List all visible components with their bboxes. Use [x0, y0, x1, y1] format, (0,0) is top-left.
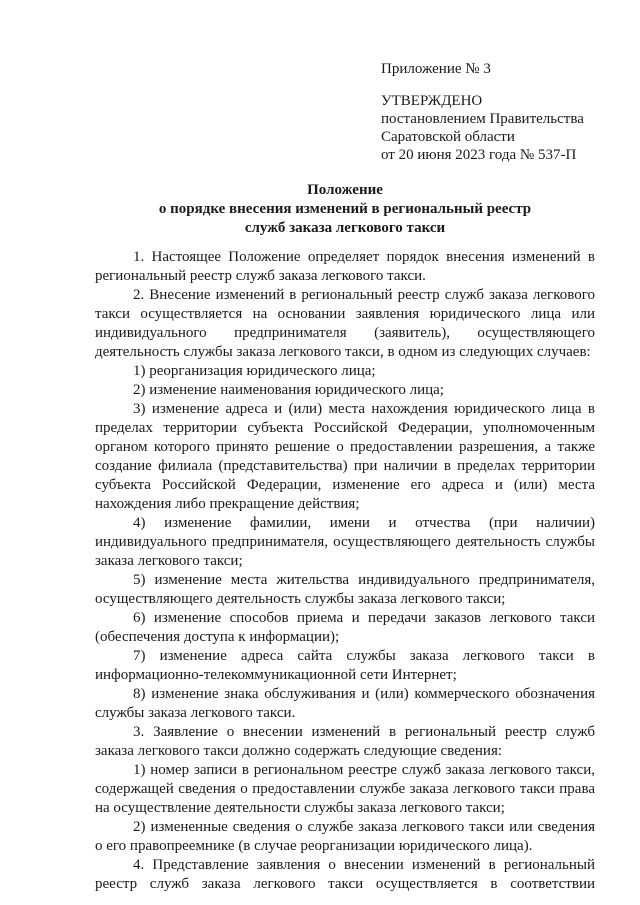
title-line: о порядке внесения изменений в региональный реестр — [158, 201, 532, 217]
paragraph: 4. Представление заявления о внесении изменений в региональный реестр служб заказа легкового такси осуществляется в соответствии — [95, 857, 595, 892]
document-title — [95, 181, 595, 238]
list-item: 4) изменение фамилии, имени и отчества (при наличии) индивидуального предпринимателя, осуществляющего деятельность службы заказа легкового такси; — [95, 515, 595, 569]
list-item: 1) реорганизация юридического лица; — [133, 363, 376, 379]
title-line: служб заказа легкового такси — [244, 220, 446, 236]
title-line: Положение — [307, 182, 383, 198]
list-item: 8) изменение знака обслуживания и (или) коммерческого обозначения службы заказа легкового такси. — [95, 686, 595, 721]
list-item: 7) изменение адреса сайта службы заказа легкового такси в информационно-телекоммуникационной сети Интернет; — [95, 648, 595, 683]
approved-stamp-text: УТВЕРЖДЕНО — [381, 93, 483, 109]
approval-line: постановлением Правительства — [381, 111, 584, 127]
paragraph: 1. Настоящее Положение определяет порядок внесения изменений в региональный реестр служб заказа легкового такси. — [95, 249, 595, 284]
list-item: 5) изменение места жительства индивидуального предпринимателя, осуществляющего деятельность службы заказа легкового такси; — [95, 572, 595, 607]
list-item: 2) изменение наименования юридического лица; — [133, 382, 444, 398]
list-item: 2) измененные сведения о службе заказа легкового такси или сведения о его правопреемнике (в случае реорганизации юридического лица). — [95, 819, 595, 854]
document-body — [95, 248, 595, 894]
list-item: 3) изменение адреса и (или) места нахождения юридического лица в пределах территории субъекта Российской Федерации, уполномоченным органом которого принято решение о предоставлении разрешения, а также создание филиала (представительства) при наличии в пределах территории субъекта Российской Федерации, изменение его адреса и (или) места нахождения либо прекращение действия; — [95, 401, 595, 512]
paragraph: 2. Внесение изменений в региональный реестр служб заказа легкового такси осуществляется на основании заявления юридического лица или индивидуального предпринимателя (заявитель), осуществляющего деятельность службы заказа легкового такси, в одном из следующих случаев: — [95, 287, 595, 360]
paragraph: 3. Заявление о внесении изменений в региональный реестр служб заказа легкового такси должно содержать следующие сведения: — [95, 724, 595, 759]
approval-line: Саратовской области — [381, 129, 515, 145]
approval-block — [381, 60, 621, 164]
appendix-number: Приложение № 3 — [381, 61, 491, 77]
list-item: 6) изменение способов приема и передачи заказов легкового такси (обеспечения доступа к информации); — [95, 610, 595, 645]
approval-line: от 20 июня 2023 года № 537-П — [381, 147, 577, 163]
list-item: 1) номер записи в региональном реестре служб заказа легкового такси, содержащей сведения о предоставлении службе заказа легкового такси права на осуществление деятельности службы заказа легкового такси; — [95, 762, 595, 816]
